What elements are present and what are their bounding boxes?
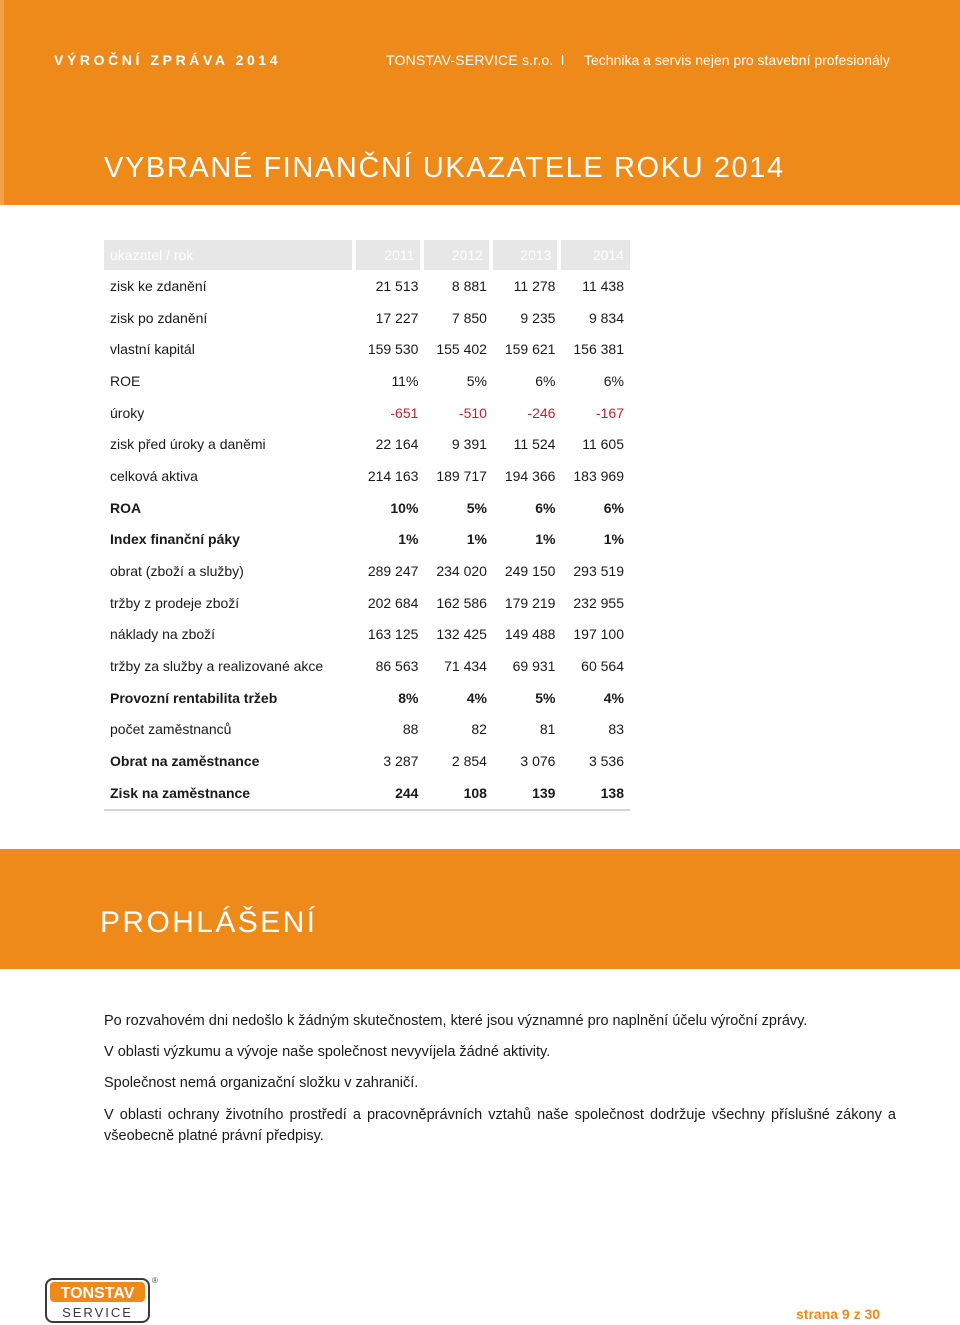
cell-value: 202 684: [367, 594, 419, 611]
cell-value: 11 605: [582, 436, 624, 453]
cell-value: 179 219: [504, 594, 556, 611]
row-label: Zisk na zaměstnance: [104, 777, 356, 811]
cell-value: 183 969: [573, 467, 624, 484]
company-name: TONSTAV-SERVICE s.r.o.: [386, 52, 554, 68]
cell-value: 8 881: [451, 277, 487, 294]
cell-value: 9 391: [451, 436, 487, 453]
company-tagline: Technika a servis nejen pro stavební profesionály: [584, 52, 890, 68]
declaration-paragraph: Po rozvahovém dni nedošlo k žádným skutečnostem, které jsou významné pro naplnění účelu výroční zprávy.: [104, 1013, 808, 1029]
table-row: [104, 587, 630, 619]
header-cell: ukazatel / rok: [104, 240, 356, 270]
table-row: [104, 619, 630, 651]
row-label: Index finanční páky: [110, 531, 240, 548]
cell-value: 149 488: [504, 626, 556, 643]
cell-value: 83: [608, 721, 624, 738]
cell-value: 3 536: [588, 753, 624, 770]
registered-mark: ®: [152, 1276, 158, 1285]
header-cell: 2012: [424, 240, 493, 270]
row-label: tržby z prodeje zboží: [110, 594, 240, 611]
cell-value: 138: [561, 777, 630, 811]
cell-value: 1%: [466, 531, 487, 548]
cell-value: 11%: [391, 372, 419, 389]
row-label: náklady na zboží: [110, 626, 216, 643]
row-label: ROA: [110, 499, 142, 516]
row-label: tržby za služby a realizované akce: [110, 658, 324, 675]
cell-value: 5%: [535, 689, 556, 706]
cell-value: 159 530: [367, 341, 419, 358]
table-row: [104, 302, 630, 334]
cell-value: 82: [471, 721, 487, 738]
row-label: Obrat na zaměstnance: [110, 753, 260, 770]
cell-value: 6%: [603, 499, 624, 516]
cell-value: 10%: [390, 499, 419, 516]
cell-value: 4%: [466, 689, 487, 706]
cell-value: 1%: [398, 531, 419, 548]
table-row: [104, 745, 630, 777]
cell-value: 139: [493, 777, 562, 811]
cell-value: 3 287: [383, 753, 419, 770]
row-label: zisk před úroky a daněmi: [110, 436, 266, 453]
cell-value: 232 955: [573, 594, 624, 611]
cell-value: 1%: [603, 531, 624, 548]
cell-value: 234 020: [436, 563, 487, 580]
report-title: VÝROČNÍ ZPRÁVA 2014: [54, 52, 282, 68]
cell-value: 6%: [535, 499, 556, 516]
cell-value: 162 586: [436, 594, 487, 611]
cell-value: 11 278: [513, 277, 556, 294]
header-separator: l: [561, 52, 565, 68]
cell-value: 7 850: [451, 309, 487, 326]
cell-value: 155 402: [436, 341, 487, 358]
cell-value: 11 524: [513, 436, 556, 453]
row-label: celková aktiva: [110, 467, 198, 484]
header-cell: 2011: [356, 240, 425, 270]
header-stripe: [0, 0, 4, 205]
table-row: [104, 777, 630, 811]
cell-value: 11 438: [582, 277, 624, 294]
table-row: [104, 714, 630, 746]
logo-text-bottom: SERVICE: [62, 1305, 133, 1320]
row-label: úroky: [110, 404, 145, 421]
declaration-paragraph: V oblasti ochrany životního prostředí a pracovněprávních vztahů naše společnost dodržuje všechny příslušné zákony a všeobecně platné právní předpisy.: [104, 1107, 896, 1144]
table-row: [104, 524, 630, 556]
cell-value: 189 717: [436, 467, 487, 484]
cell-value: 86 563: [375, 658, 419, 675]
cell-value: 88: [402, 721, 419, 738]
table-row: [104, 492, 630, 524]
declaration-title: PROHLÁŠENÍ: [100, 906, 318, 939]
cell-value: 9 235: [520, 309, 556, 326]
header-cell: 2013: [493, 240, 562, 270]
cell-value: 22 164: [375, 436, 419, 453]
cell-value: 159 621: [504, 341, 556, 358]
cell-value: 1%: [535, 531, 556, 548]
cell-value: 5%: [466, 499, 487, 516]
cell-value: 69 931: [512, 658, 556, 675]
cell-value: 8%: [398, 689, 419, 706]
table-row: [104, 428, 630, 460]
cell-value: 5%: [466, 372, 487, 389]
row-label: obrat (zboží a služby): [110, 563, 244, 580]
cell-value: 6%: [603, 372, 624, 389]
cell-value: 2 854: [451, 753, 487, 770]
cell-value: 249 150: [504, 563, 556, 580]
declaration-paragraph: V oblasti výzkumu a vývoje naše společnost nevyvíjela žádné aktivity.: [104, 1044, 551, 1060]
table-row: [104, 397, 630, 429]
cell-value: 197 100: [573, 626, 624, 643]
table-row: [104, 365, 630, 397]
row-label: vlastní kapitál: [110, 341, 195, 358]
cell-value: 71 434: [444, 658, 487, 675]
running-header: [54, 50, 920, 72]
declaration-paragraph: Společnost nemá organizační složku v zahraničí.: [104, 1075, 419, 1091]
cell-value: 244: [356, 777, 425, 811]
table-row: [104, 270, 630, 302]
page-number: strana 9 z 30: [796, 1306, 881, 1322]
cell-value: 132 425: [436, 626, 487, 643]
cell-value: 4%: [603, 689, 624, 706]
cell-value: 17 227: [375, 309, 419, 326]
table-row: [104, 333, 630, 365]
row-label: ROE: [110, 372, 141, 389]
table-row: [104, 460, 630, 492]
cell-value: 214 163: [367, 467, 419, 484]
cell-value: 194 366: [504, 467, 556, 484]
cell-value: 6%: [535, 372, 556, 389]
cell-value: 163 125: [367, 626, 419, 643]
table-header-row: [104, 240, 630, 270]
cell-value: 156 381: [573, 341, 624, 358]
cell-value: -167: [595, 404, 624, 421]
cell-value: 3 076: [520, 753, 556, 770]
header-cell: 2014: [561, 240, 630, 270]
row-label: počet zaměstnanců: [110, 721, 232, 738]
cell-value: 81: [539, 721, 556, 738]
cell-value: -651: [390, 404, 419, 421]
cell-value: 293 519: [573, 563, 624, 580]
cell-value: 60 564: [581, 658, 624, 675]
cell-value: -246: [527, 404, 556, 421]
cell-value: -510: [458, 404, 487, 421]
table-row: [104, 555, 630, 587]
section-title: VYBRANÉ FINANČNÍ UKAZATELE ROKU 2014: [104, 152, 785, 184]
table-row: [104, 650, 630, 682]
row-label: zisk ke zdanění: [110, 277, 207, 294]
cell-value: 289 247: [367, 563, 419, 580]
tonstav-service-logo: [45, 1278, 150, 1323]
row-label: zisk po zdanění: [110, 309, 208, 326]
cell-value: 9 834: [588, 309, 624, 326]
logo-text-top: TONSTAV: [60, 1285, 135, 1302]
cell-value: 108: [424, 777, 493, 811]
cell-value: 21 513: [375, 277, 419, 294]
table-row: [104, 682, 630, 714]
financial-indicators-table: [104, 240, 630, 811]
row-label: Provozní rentabilita tržeb: [110, 689, 278, 706]
